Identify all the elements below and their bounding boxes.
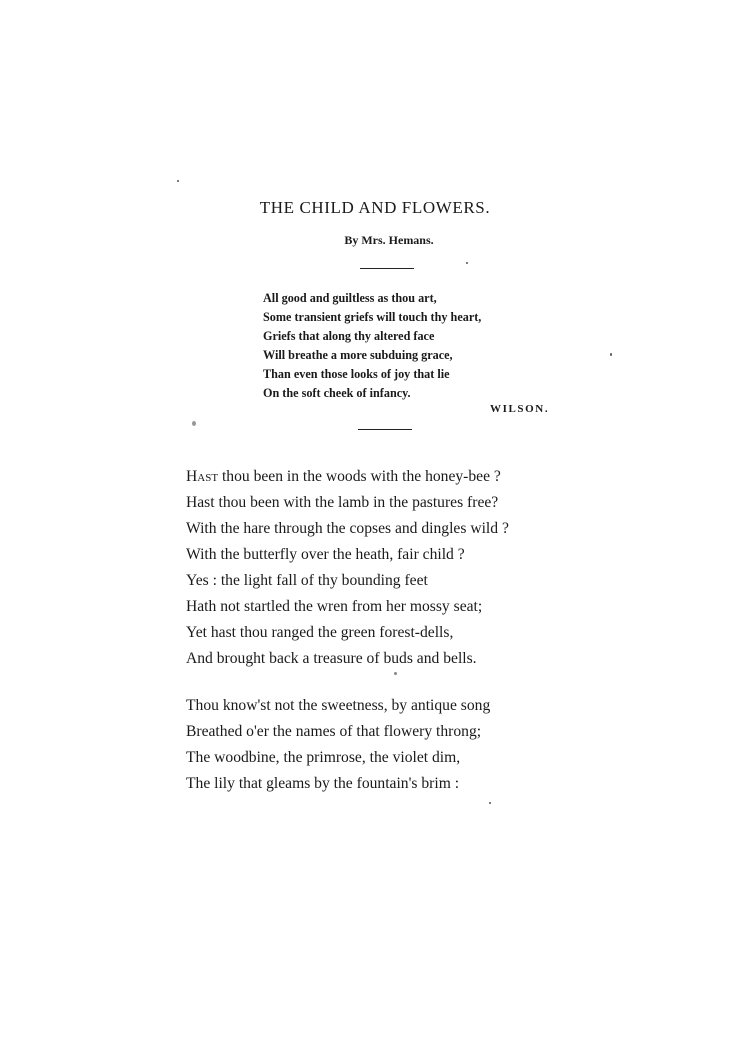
scan-speck — [394, 672, 397, 675]
verse-line: The lily that gleams by the fountain's brim : — [186, 775, 460, 792]
scan-speck — [177, 180, 179, 182]
epigraph-line: Will breathe a more subduing grace, — [263, 348, 453, 362]
drop-smallcaps-word: Hast — [186, 468, 219, 485]
verse-line: Yet hast thou ranged the green forest-dells, — [186, 624, 454, 641]
verse-line: Breathed o'er the names of that flowery throng; — [186, 723, 482, 740]
divider-rule-bottom — [358, 429, 412, 430]
scan-speck — [192, 421, 196, 426]
scan-speck — [610, 353, 612, 356]
verse-line: Thou know'st not the sweetness, by antique song — [186, 697, 491, 714]
verse-line — [186, 464, 606, 490]
scan-speck — [466, 262, 468, 264]
poem-author: By Mrs. Hemans. — [344, 233, 434, 247]
verse-line: With the hare through the copses and dingles wild ? — [186, 520, 509, 537]
verse-line: Hath not startled the wren from her mossy seat; — [186, 598, 483, 615]
verse-line: With the butterfly over the heath, fair child ? — [186, 546, 465, 563]
epigraph-line: Than even those looks of joy that lie — [263, 367, 450, 381]
poem-title: THE CHILD AND FLOWERS. — [259, 198, 491, 217]
verse-line: Yes : the light fall of thy bounding feet — [186, 572, 428, 589]
stanza-1 — [186, 464, 606, 672]
verse-line: And brought back a treasure of buds and bells. — [186, 650, 477, 667]
verse-line-rest: thou been in the woods with the honey-bee ? — [218, 468, 501, 485]
epigraph-line: Some transient griefs will touch thy heart, — [263, 310, 482, 324]
verse-line: Hast thou been with the lamb in the pastures free? — [186, 494, 499, 511]
scan-speck — [489, 802, 491, 804]
stanza-2 — [186, 693, 606, 797]
epigraph — [263, 289, 563, 403]
epigraph-line: On the soft cheek of infancy. — [263, 386, 411, 400]
epigraph-attribution: WILSON. — [490, 403, 550, 415]
epigraph-line: All good and guiltless as thou art, — [263, 291, 437, 305]
divider-rule-top — [360, 268, 414, 269]
verse-line: The woodbine, the primrose, the violet dim, — [186, 749, 461, 766]
epigraph-line: Griefs that along thy altered face — [263, 329, 435, 343]
